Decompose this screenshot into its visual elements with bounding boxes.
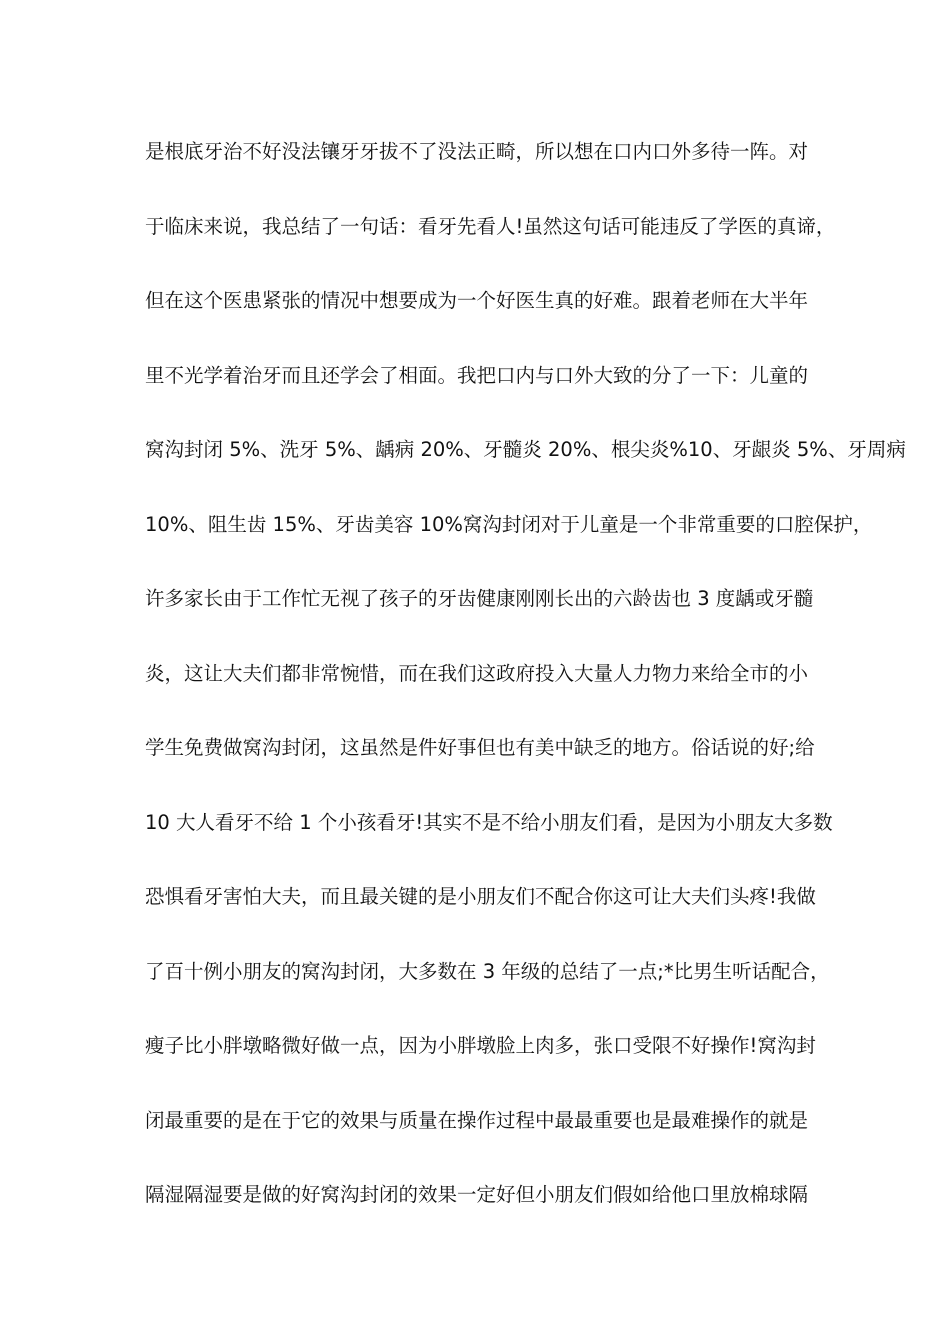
text-line-10: 10 大人看牙不给 1 个小孩看牙!其实不是不给小朋友们看，是因为小朋友大多数 [145,810,833,834]
text-line-9: 学生免费做窝沟封闭，这虽然是件好事但也有美中缺乏的地方。俗话说的好;给 [145,736,815,759]
text-line-5: 窝沟封闭 5%、洗牙 5%、龋病 20%、牙髓炎 20%、根尖炎%10、牙龈炎 5%、牙周病 [145,438,906,461]
text-line-1: 是根底牙治不好没法镶牙牙拔不了没法正畸，所以想在口内口外多待一阵。对 [145,140,809,163]
text-line-7: 许多家长由于工作忙无视了孩子的牙齿健康刚刚长出的六龄齿也 3 度龋或牙髓 [145,587,814,610]
text-line-2: 于临床来说，我总结了一句话：看牙先看人!虽然这句话可能违反了学医的真谛， [145,214,836,238]
text-line-3: 但在这个医患紧张的情况中想要成为一个好医生真的好难。跟着老师在大半年 [145,289,809,312]
text-line-12: 了百十例小朋友的窝沟封闭，大多数在 3 年级的总结了一点;*比男生听话配合， [145,959,830,983]
text-line-6: 10%、阻生齿 15%、牙齿美容 10%窝沟封闭对于儿童是一个非常重要的口腔保护， [145,512,873,536]
text-line-15: 隔湿隔湿要是做的好窝沟封闭的效果一定好但小朋友们假如给他口里放棉球隔 [145,1183,809,1206]
text-line-11: 恐惧看牙害怕大夫，而且最关键的是小朋友们不配合你这可让大夫们头疼!我做 [145,885,816,908]
text-line-13: 瘦子比小胖墩略微好做一点，因为小胖墩脸上肉多，张口受限不好操作!窝沟封 [145,1034,816,1057]
body-text [145,133,906,1251]
text-line-4: 里不光学着治牙而且还学会了相面。我把口内与口外大致的分了一下：儿童的 [145,363,809,387]
text-line-8: 炎，这让大夫们都非常惋惜，而在我们这政府投入大量人力物力来给全市的小 [145,661,809,685]
text-line-14: 闭最重要的是在于它的效果与质量在操作过程中最最重要也是最难操作的就是 [145,1108,809,1132]
